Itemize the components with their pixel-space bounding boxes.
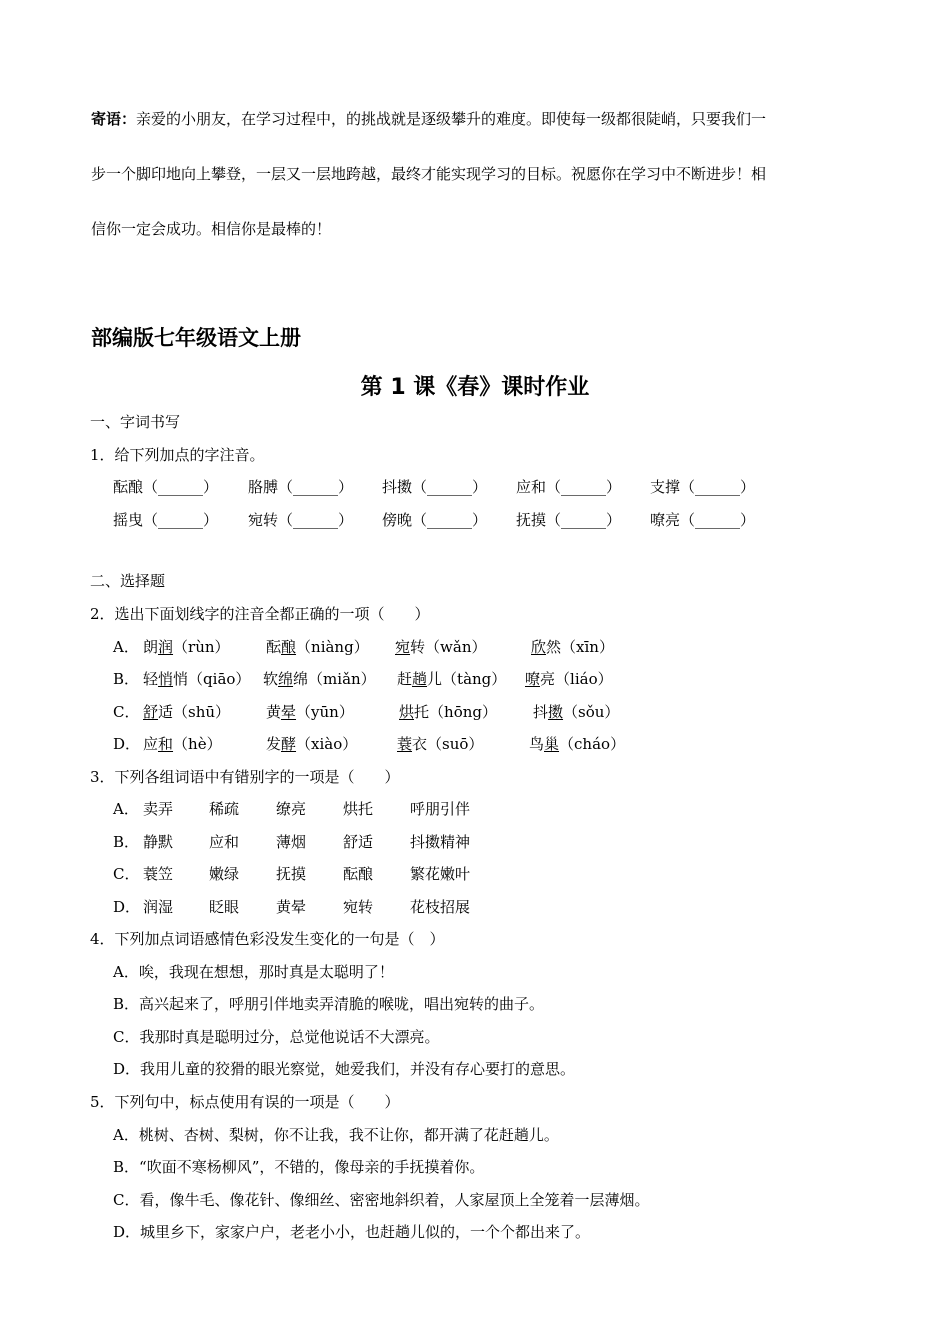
q4-stem: 4．下列加点词语感情色彩没发生变化的一句是（ ） bbox=[90, 930, 445, 948]
intro-label: 寄语： bbox=[91, 110, 137, 128]
q2-option-a-item: 朗润（rùn） bbox=[143, 638, 230, 656]
intro-line-3: 信你一定会成功。相信你是最棒的！ bbox=[91, 220, 332, 238]
q2-option-b-item: 赶趟儿（tàng） bbox=[397, 670, 507, 688]
q5-option-c: C．看，像牛毛、像花针、像细丝、密密地斜织着，人家屋顶上全笼着一层薄烟。 bbox=[113, 1191, 650, 1209]
q1-item: 抚摸（______） bbox=[516, 511, 622, 529]
q4-option-a: A．唉，我现在想想，那时真是太聪明了！ bbox=[113, 963, 394, 981]
q2-option-c-item: 烘托（hōng） bbox=[399, 703, 497, 721]
q1-item: 抖擞（______） bbox=[382, 478, 488, 496]
q2-option-b-item: 嘹亮（liáo） bbox=[525, 670, 613, 688]
q3-word: 薄烟 bbox=[276, 833, 307, 851]
q2-option-c-letter: C． bbox=[113, 703, 140, 721]
q3-word: 蓑笠 bbox=[143, 865, 174, 883]
q1-stem: 1．给下列加点的字注音。 bbox=[90, 446, 265, 464]
q2-option-d-item: 发酵（xiào） bbox=[266, 735, 358, 753]
q2-option-a-item: 宛转（wǎn） bbox=[395, 638, 487, 656]
q3-word: 眨眼 bbox=[209, 898, 240, 916]
q3-option-a-letter: A． bbox=[113, 800, 139, 818]
q1-item: 胳膊（______） bbox=[248, 478, 354, 496]
q3-word: 黄晕 bbox=[276, 898, 307, 916]
q3-option-c-letter: C． bbox=[113, 865, 140, 883]
q1-item: 宛转（______） bbox=[248, 511, 354, 529]
q3-option-b-letter: B． bbox=[113, 833, 140, 851]
q1-item: 嘹亮（______） bbox=[650, 511, 756, 529]
section1-heading: 一、字词书写 bbox=[90, 413, 181, 431]
q3-word: 花枝招展 bbox=[410, 898, 471, 916]
q5-stem: 5．下列句中，标点使用有误的一项是（ ） bbox=[90, 1093, 400, 1111]
q3-word: 繁花嫩叶 bbox=[410, 865, 471, 883]
q2-option-d-item: 鸟巢（cháo） bbox=[529, 735, 626, 753]
q4-option-c: C．我那时真是聪明过分，总觉他说话不大漂亮。 bbox=[113, 1028, 440, 1046]
q3-word: 呼朋引伴 bbox=[410, 800, 471, 818]
lesson-title: 第 1 课《春》课时作业 bbox=[360, 375, 590, 400]
q5-option-d: D．城里乡下，家家户户，老老小小，也赶趟儿似的，一个个都出来了。 bbox=[113, 1223, 591, 1241]
q5-option-a: A．桃树、杏树、梨树，你不让我，我不让你，都开满了花赶趟儿。 bbox=[113, 1126, 559, 1144]
book-title: 部编版七年级语文上册 bbox=[91, 326, 301, 350]
intro-text-1: 亲爱的小朋友，在学习过程中，的挑战就是逐级攀升的难度。即使每一级都很陡峭，只要我们一 bbox=[136, 110, 767, 128]
q2-option-d-item: 应和（hè） bbox=[143, 735, 222, 753]
q1-item: 傍晚（______） bbox=[382, 511, 488, 529]
q2-option-a-item: 欣然（xīn） bbox=[531, 638, 614, 656]
q3-word: 稀疏 bbox=[209, 800, 240, 818]
q2-stem: 2．选出下面划线字的注音全都正确的一项（ ） bbox=[90, 605, 430, 623]
q2-option-c-item: 舒适（shū） bbox=[143, 703, 231, 721]
q3-word: 卖弄 bbox=[143, 800, 174, 818]
q4-option-d: D．我用儿童的狡猾的眼光察觉，她爱我们，并没有存心要打的意思。 bbox=[113, 1060, 576, 1078]
q3-word: 润湿 bbox=[143, 898, 174, 916]
q3-word: 抖擞精神 bbox=[410, 833, 471, 851]
q2-option-c-item: 黄晕（yūn） bbox=[266, 703, 354, 721]
q2-option-d-letter: D． bbox=[113, 735, 141, 753]
q3-word: 嫩绿 bbox=[209, 865, 240, 883]
q1-item: 酝酿（______） bbox=[113, 478, 219, 496]
q3-word: 缭亮 bbox=[276, 800, 307, 818]
q1-item: 应和（______） bbox=[516, 478, 622, 496]
q3-word: 舒适 bbox=[343, 833, 374, 851]
section2-heading: 二、选择题 bbox=[90, 572, 166, 590]
q3-word: 酝酿 bbox=[343, 865, 374, 883]
q2-option-d-item: 蓑衣（suō） bbox=[397, 735, 484, 753]
q1-item: 支撑（______） bbox=[650, 478, 756, 496]
q1-item: 摇曳（______） bbox=[113, 511, 219, 529]
q3-word: 应和 bbox=[209, 833, 240, 851]
q3-stem: 3．下列各组词语中有错别字的一项是（ ） bbox=[90, 768, 400, 786]
q4-option-b: B．高兴起来了，呼朋引伴地卖弄清脆的喉咙，唱出宛转的曲子。 bbox=[113, 995, 545, 1013]
q3-word: 静默 bbox=[143, 833, 174, 851]
intro-line-1 bbox=[91, 108, 861, 129]
q2-option-b-item: 软绵绵（miǎn） bbox=[263, 670, 376, 688]
q3-word: 宛转 bbox=[343, 898, 374, 916]
q3-word: 烘托 bbox=[343, 800, 374, 818]
intro-line-2: 步一个脚印地向上攀登，一层又一层地跨越，最终才能实现学习的目标。祝愿你在学习中不断进步！相 bbox=[91, 165, 767, 183]
q2-option-b-item: 轻悄悄（qiāo） bbox=[143, 670, 251, 688]
q2-option-b-letter: B． bbox=[113, 670, 140, 688]
q2-option-a-letter: A． bbox=[113, 638, 139, 656]
q3-option-d-letter: D． bbox=[113, 898, 141, 916]
q2-option-a-item: 酝酿（niàng） bbox=[266, 638, 369, 656]
q5-option-b: B．“吹面不寒杨柳风”，不错的，像母亲的手抚摸着你。 bbox=[113, 1158, 485, 1176]
q2-option-c-item: 抖擞（sǒu） bbox=[533, 703, 620, 721]
q3-word: 抚摸 bbox=[276, 865, 307, 883]
